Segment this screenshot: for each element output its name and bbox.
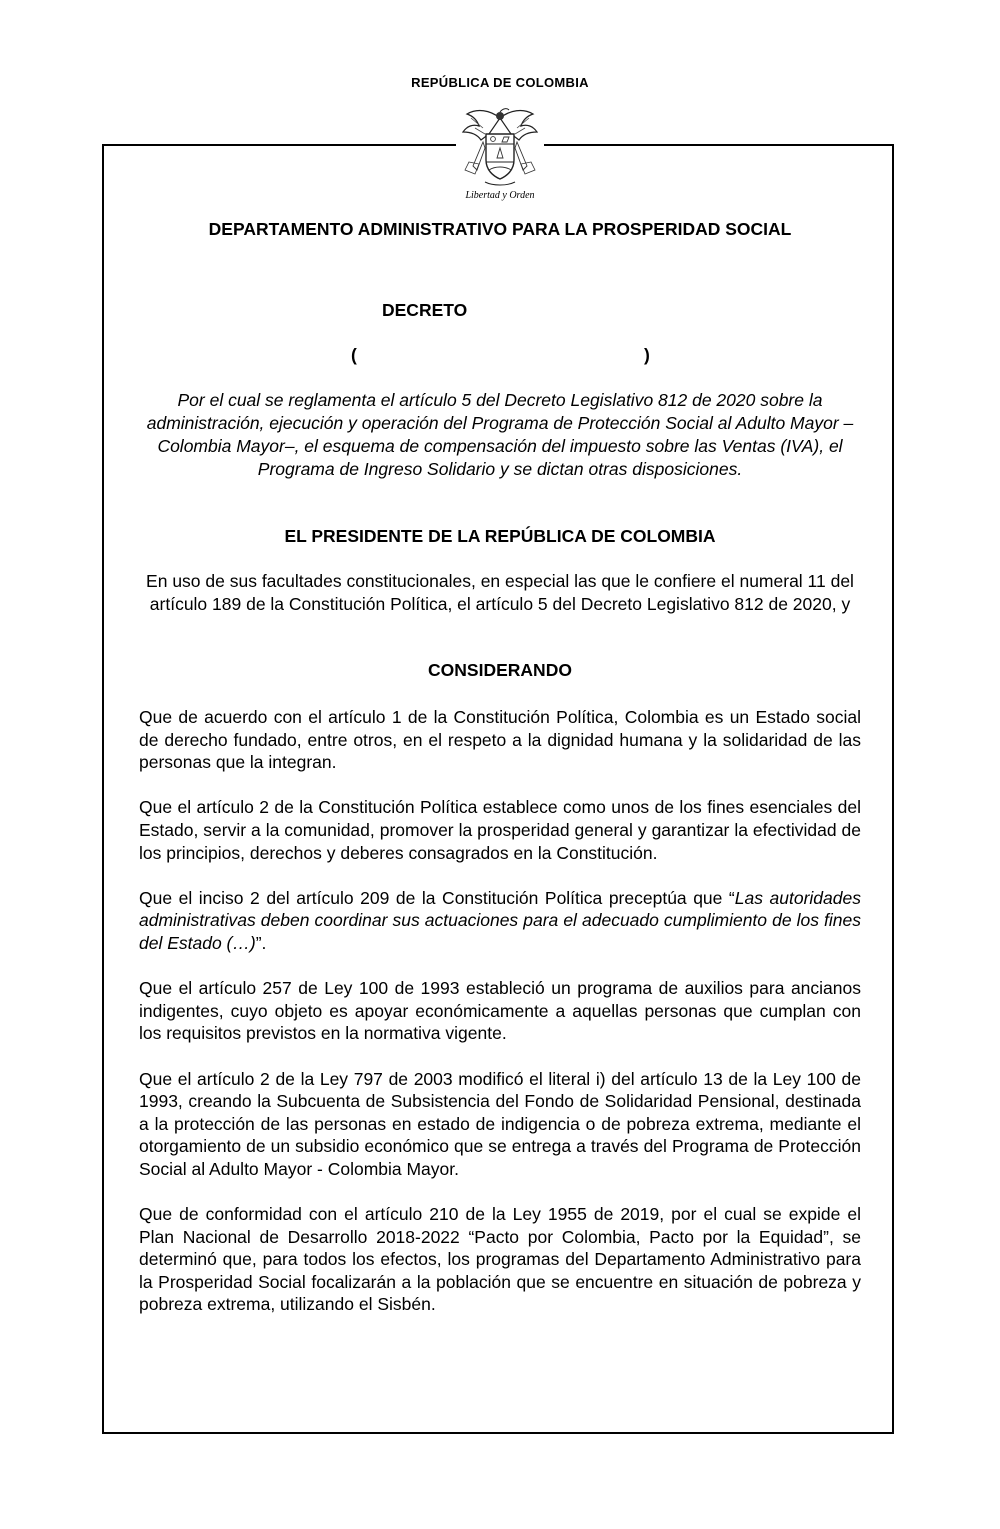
- quoted-text: Las autoridades administrativas deben coordinar sus actuaciones para el adecuado cumplimiento de los fines del Estado (…): [139, 887, 861, 953]
- paragraph: Que de acuerdo con el artículo 1 de la Constitución Política, Colombia es un Estado social de derecho fundado, entre otros, en el respeto a la dignidad humana y la solidaridad de las personas que la integran.: [139, 707, 861, 773]
- decree-subject: Por el cual se reglamenta el artículo 5 del Decreto Legislativo 812 de 2020 sobre la administración, ejecución y operación del Programa de Protección Social al Adulto Mayor – Colombia Mayor–, el esquema de compensación del impuesto sobre las Ventas (IVA), el Programa de Ingreso Solidario y se dictan otras disposiciones.: [146, 390, 854, 479]
- decree-number-close: ): [644, 345, 650, 365]
- paragraph: Que el artículo 2 de la Constitución Política establece como unos de los fines esenciales del Estado, servir a la comunidad, promover la prosperidad general y garantizar la efectividad de los principios, derechos y deberes consagrados en la Constitución.: [139, 797, 861, 863]
- president-heading: EL PRESIDENTE DE LA REPÚBLICA DE COLOMBIA: [284, 526, 716, 546]
- paragraph: Que el artículo 257 de Ley 100 de 1993 estableció un programa de auxilios para ancianos indigentes, cuyo objeto es apoyar económicamente a aquellas personas que cumplan con los requisitos previstos en la normativa vigente.: [139, 978, 861, 1044]
- paragraph: Que el artículo 2 de la Ley 797 de 2003 modificó el literal i) del artículo 13 de la Ley 100 de 1993, creando la Subcuenta de Subsistencia del Fondo de Solidaridad Pensional, destinada a la protección de las personas en estado de indigencia o de pobreza extrema, mediante el otorgamiento de un subsidio económico que se entrega a través del Programa de Protección Social al Adulto Mayor - Colombia Mayor.: [139, 1068, 861, 1179]
- emblem-motto: Libertad y Orden: [465, 190, 535, 201]
- coat-of-arms-icon: [455, 104, 545, 202]
- paragraph: [139, 887, 861, 955]
- considerations-body: [139, 706, 861, 1339]
- decree-title: DECRETO: [382, 300, 468, 320]
- paragraph: Que de conformidad con el artículo 210 de la Ley 1955 de 2019, por el cual se expide el Plan Nacional de Desarrollo 2018-2022 “Pacto por Colombia, Pacto por la Equidad”, se determinó que, para todos los efectos, los programas del Departamento Administrativo para la Prosperidad Social focalizarán a la población que se encuentre en situación de pobreza y pobreza extrema, utilizando el Sisbén.: [139, 1204, 861, 1315]
- considerando-heading: CONSIDERANDO: [428, 660, 572, 680]
- decree-number-open: (: [351, 345, 357, 365]
- department-title: DEPARTAMENTO ADMINISTRATIVO PARA LA PROSPERIDAD SOCIAL: [208, 219, 792, 239]
- paragraph-text: Que el inciso 2 del artículo 209 de la Constitución Política preceptúa que “: [139, 887, 735, 908]
- paragraph-text: ”.: [255, 932, 267, 953]
- country-header: REPÚBLICA DE COLOMBIA: [411, 75, 589, 90]
- faculties-statement: En uso de sus facultades constitucionales, en especial las que le confiere el numeral 11 del artículo 189 de la Constitución Política, el artículo 5 del Decreto Legislativo 812 de 2020, y: [146, 571, 854, 614]
